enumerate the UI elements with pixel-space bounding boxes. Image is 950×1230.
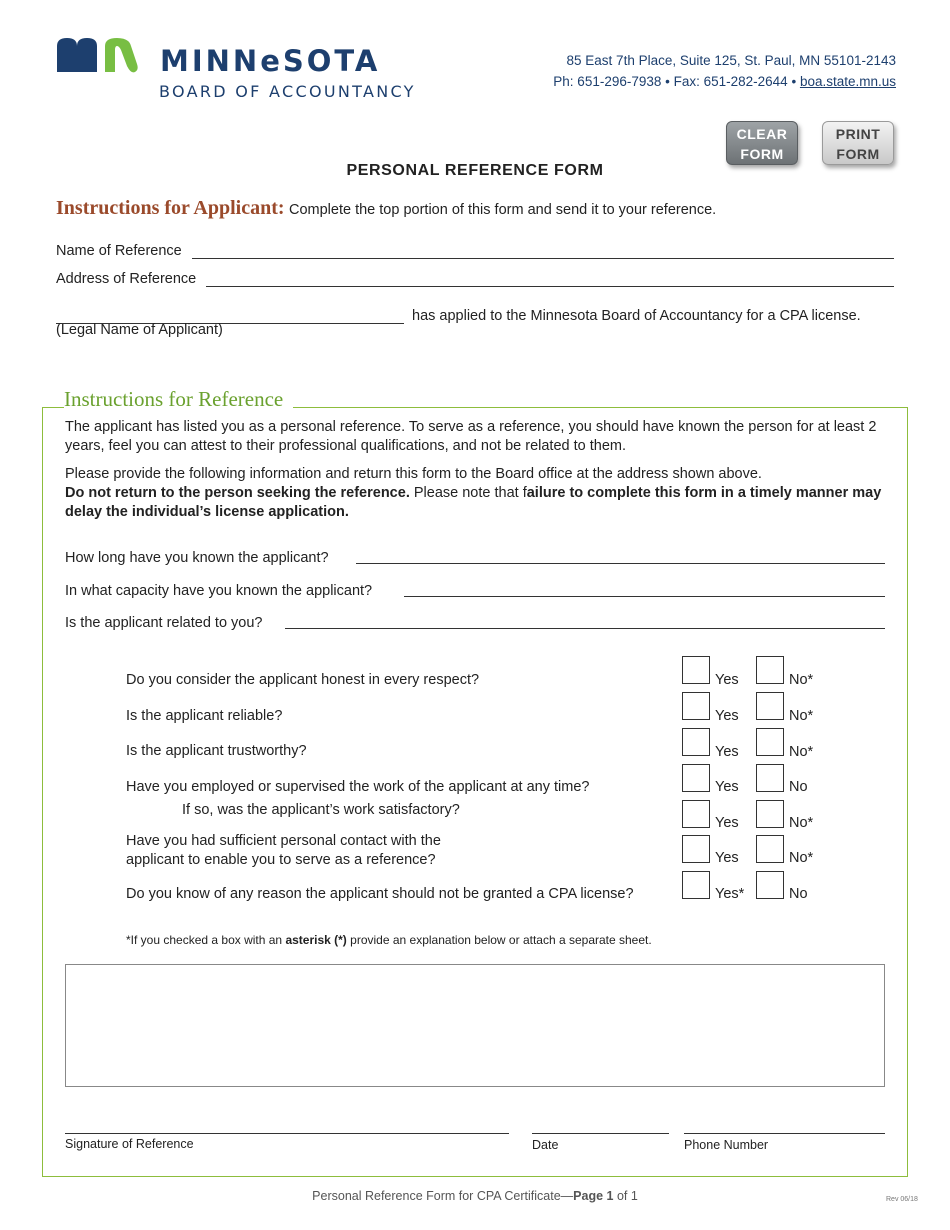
capacity-label: In what capacity have you known the applicant? <box>65 583 373 599</box>
how-long-input[interactable] <box>356 543 885 563</box>
print-label-1: PRINT <box>835 126 881 142</box>
question-employed: Have you employed or supervised the work of the applicant at any time? <box>126 779 590 795</box>
date-input[interactable] <box>532 1113 669 1133</box>
signature-input[interactable] <box>65 1113 509 1133</box>
satisfactory-yes-label: Yes <box>715 815 739 831</box>
applicant-instructions <box>56 197 716 220</box>
minnesota-logo-mark-icon <box>55 36 141 74</box>
print-form-button[interactable] <box>822 121 894 165</box>
honest-no-label: No* <box>789 672 814 688</box>
reference-address-input[interactable] <box>206 266 894 286</box>
para3-bold: Do not return to the person seeking the reference. <box>65 485 410 501</box>
reason-yes-checkbox[interactable] <box>682 871 710 899</box>
reason-yes-label: Yes* <box>715 886 745 902</box>
footer-page-word: Page <box>573 1189 604 1203</box>
reference-para-2 <box>65 465 895 522</box>
honest-yes-checkbox[interactable] <box>682 656 710 684</box>
applicant-legal-name-field[interactable] <box>56 303 404 324</box>
date-field[interactable] <box>532 1113 669 1134</box>
trustworthy-no-label: No* <box>789 744 814 760</box>
contact-no-checkbox[interactable] <box>756 835 784 863</box>
contact-yes-checkbox[interactable] <box>682 835 710 863</box>
employed-yes-checkbox[interactable] <box>682 764 710 792</box>
clear-label-2: FORM <box>740 146 784 162</box>
para3-mid: Please note that f <box>413 485 527 501</box>
legal-name-label: (Legal Name of Applicant) <box>56 322 223 338</box>
satisfactory-no-checkbox[interactable] <box>756 800 784 828</box>
how-long-field[interactable] <box>356 543 885 564</box>
honest-yes-label: Yes <box>715 672 739 688</box>
reference-para-1: The applicant has listed you as a personal reference. To serve as a reference, you should have known the person for at least 2 years, feel you can attest to their professional qualifications, and not be related to them. <box>65 419 877 454</box>
reason-no-checkbox[interactable] <box>756 871 784 899</box>
phone-input[interactable] <box>684 1113 885 1133</box>
employed-no-checkbox[interactable] <box>756 764 784 792</box>
question-contact-line-1: Have you had sufficient personal contact with the <box>126 833 441 849</box>
employed-yes-label: Yes <box>715 779 739 795</box>
satisfactory-yes-checkbox[interactable] <box>682 800 710 828</box>
related-field[interactable] <box>285 608 885 629</box>
revision-label: Rev 06/18 <box>886 1196 918 1203</box>
question-reliable: Is the applicant reliable? <box>126 708 283 724</box>
reference-address-label: Address of Reference <box>56 271 197 287</box>
applied-text: has applied to the Minnesota Board of Accountancy for a CPA license. <box>412 308 861 324</box>
logo-subtitle: BOARD OF ACCOUNTANCY <box>159 82 416 101</box>
note-pre: *If you checked a box with an <box>126 933 283 947</box>
honest-no-checkbox[interactable] <box>756 656 784 684</box>
page-title: PERSONAL REFERENCE FORM <box>346 162 604 179</box>
capacity-field[interactable] <box>404 576 885 597</box>
question-contact <box>126 832 441 870</box>
capacity-input[interactable] <box>404 576 885 596</box>
date-label: Date <box>532 1138 559 1152</box>
question-trustworthy: Is the applicant trustworthy? <box>126 743 307 759</box>
reference-name-label: Name of Reference <box>56 243 182 259</box>
reference-address-field[interactable] <box>206 266 894 287</box>
related-label: Is the applicant related to you? <box>65 615 263 631</box>
reliable-no-checkbox[interactable] <box>756 692 784 720</box>
explanation-box[interactable] <box>65 964 885 1087</box>
footer-page-of: of 1 <box>616 1189 638 1203</box>
reference-name-input[interactable] <box>192 238 894 258</box>
trustworthy-no-checkbox[interactable] <box>756 728 784 756</box>
para3-bold-2: ailure to complete this form in a timely manner may delay the individual’s license application. <box>65 485 882 520</box>
phone-field[interactable] <box>684 1113 885 1134</box>
trustworthy-yes-label: Yes <box>715 744 739 760</box>
related-input[interactable] <box>285 608 885 628</box>
footer-text: Personal Reference Form for CPA Certificate— <box>312 1189 574 1203</box>
question-satisfactory: If so, was the applicant’s work satisfactory? <box>182 802 460 818</box>
clear-form-button[interactable] <box>726 121 798 165</box>
logo-wordmark: MINNeSOTA <box>160 44 381 78</box>
contact-yes-label: Yes <box>715 850 739 866</box>
note-bold: asterisk (*) <box>285 933 347 947</box>
asterisk-note <box>126 933 652 947</box>
phone-fax-text: Ph: 651-296-7938 • Fax: 651-282-2644 • <box>553 74 797 89</box>
reliable-yes-label: Yes <box>715 708 739 724</box>
print-label-2: FORM <box>836 146 880 162</box>
reliable-no-label: No* <box>789 708 814 724</box>
applicant-instruction-text: Complete the top portion of this form and send it to your reference. <box>289 202 717 218</box>
para2-text: Please provide the following information and return this form to the Board office at the address shown above. <box>65 466 762 482</box>
reference-name-field[interactable] <box>192 238 894 259</box>
signature-field[interactable] <box>65 1113 509 1134</box>
reference-heading: Instructions for Reference <box>64 387 293 412</box>
applicant-heading: Instructions for Applicant: <box>56 197 285 219</box>
contact-phone-fax <box>553 74 896 89</box>
website-link[interactable]: boa.state.mn.us <box>799 74 896 89</box>
phone-label: Phone Number <box>684 1138 769 1152</box>
satisfactory-no-label: No* <box>789 815 814 831</box>
footer-page-num: 1 <box>606 1189 614 1203</box>
contact-no-label: No* <box>789 850 814 866</box>
reason-no-label: No <box>789 886 808 902</box>
logo <box>55 36 141 79</box>
question-reason: Do you know of any reason the applicant should not be granted a CPA license? <box>126 886 634 902</box>
trustworthy-yes-checkbox[interactable] <box>682 728 710 756</box>
employed-no-label: No <box>789 779 808 795</box>
page-footer <box>0 1189 950 1203</box>
applicant-legal-name-input[interactable] <box>56 303 404 323</box>
note-post: provide an explanation below or attach a separate sheet. <box>350 933 652 947</box>
how-long-label: How long have you known the applicant? <box>65 550 329 566</box>
question-contact-line-2: applicant to enable you to serve as a reference? <box>126 852 436 868</box>
reliable-yes-checkbox[interactable] <box>682 692 710 720</box>
signature-label: Signature of Reference <box>65 1137 194 1151</box>
explanation-input[interactable] <box>66 965 884 1086</box>
clear-label-1: CLEAR <box>736 126 788 142</box>
question-honest: Do you consider the applicant honest in every respect? <box>126 672 480 688</box>
contact-address: 85 East 7th Place, Suite 125, St. Paul, MN 55101-2143 <box>566 53 896 68</box>
